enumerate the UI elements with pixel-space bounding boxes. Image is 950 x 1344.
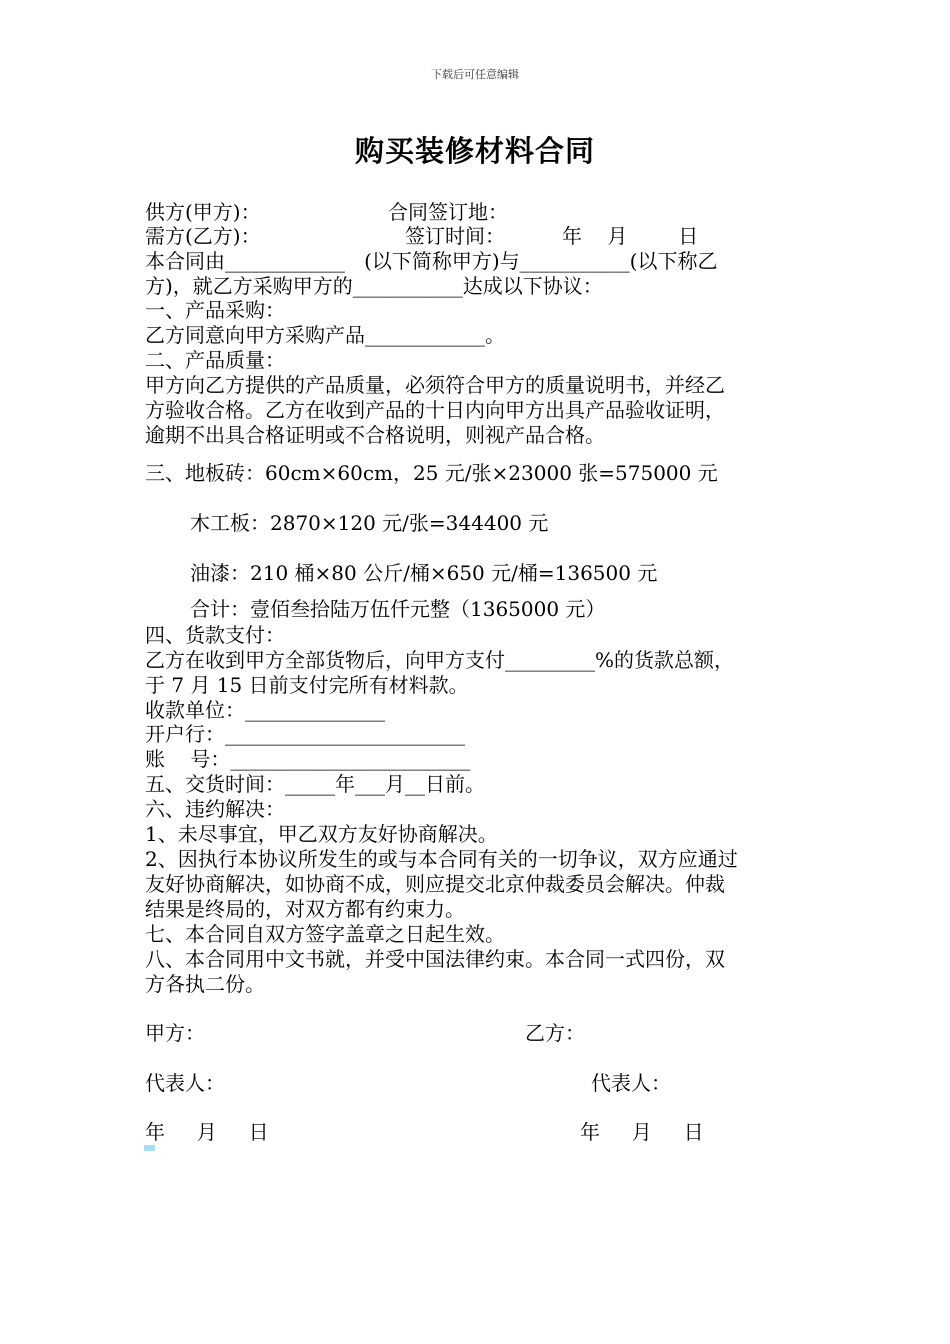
section-4-body-1: 乙方在收到甲方全部货物后，向甲方支付_________%的货款总额， (145, 648, 735, 672)
party-a-representative-label: 代表人： (145, 1071, 225, 1095)
section-2-body-3: 逾期不出具合格证明或不合格说明，则视产品合格。 (145, 423, 605, 447)
section-3-total: 合计：壹佰叁拾陆万伍仟元整（1365000 元） (190, 597, 606, 621)
sign-time-date: 年 月 日 (562, 224, 699, 248)
payee-field: 收款单位：______________ (145, 698, 385, 722)
section-3-tile: 三、地板砖：60cm×60cm，25 元/张×23000 张=575000 元 (145, 461, 718, 485)
section-3-paint: 油漆：210 桶×80 公斤/桶×650 元/桶=136500 元 (190, 561, 658, 585)
section-1-title: 一、产品采购： (145, 298, 285, 322)
section-2-title: 二、产品质量： (145, 348, 285, 372)
header-note: 下载后可任意编辑 (431, 68, 519, 81)
bank-field: 开户行：________________________ (145, 722, 465, 746)
section-4-title: 四、货款支付： (145, 623, 285, 647)
section-6-item-2b: 友好协商解决，如协商不成，则应提交北京仲裁委员会解决。仲裁 (145, 872, 725, 896)
section-6-item-2a: 2、因执行本协议所发生的或与本合同有关的一切争议，双方应通过 (145, 847, 738, 871)
section-6-item-2c: 结果是终局的，对双方都有约束力。 (145, 897, 465, 921)
intro-line-1: 本合同由____________ (以下简称甲方)与___________(以下称乙 (145, 249, 718, 273)
sign-place-label: 合同签订地： (388, 200, 508, 224)
party-a-date: 年 月 日 (145, 1120, 269, 1144)
text-cursor-mark (144, 1145, 155, 1151)
party-b-representative-label: 代表人： (591, 1071, 671, 1095)
party-b-signature-label: 乙方： (525, 1021, 585, 1045)
section-6-item-1: 1、未尽事宜，甲乙双方友好协商解决。 (145, 822, 498, 846)
section-1-body: 乙方同意向甲方采购产品____________。 (145, 323, 505, 347)
document-title: 购买装修材料合同 (354, 134, 595, 168)
intro-line-2: 方)，就乙方采购甲方的___________达成以下协议： (145, 274, 603, 298)
section-8b: 方各执二份。 (145, 972, 265, 996)
party-a-signature-label: 甲方： (145, 1021, 205, 1045)
section-4-body-2: 于 7 月 15 日前支付完所有材料款。 (145, 673, 469, 697)
section-2-body-2: 方验收合格。乙方在收到产品的十日内向甲方出具产品验收证明， (145, 398, 725, 422)
party-b-date: 年 月 日 (580, 1120, 704, 1144)
section-6-title: 六、违约解决： (145, 797, 285, 821)
section-3-board: 木工板：2870×120 元/张=344400 元 (190, 511, 549, 535)
section-5: 五、交货时间：_____年___月__日前。 (145, 772, 485, 796)
section-2-body-1: 甲方向乙方提供的产品质量，必须符合甲方的质量说明书，并经乙 (145, 373, 725, 397)
sign-time-label: 签订时间： (405, 224, 505, 248)
supplier-label: 供方(甲方)： (145, 200, 261, 224)
account-field: 账 号：________________________ (145, 747, 471, 771)
section-7: 七、本合同自双方签字盖章之日起生效。 (145, 922, 505, 946)
buyer-label: 需方(乙方)： (145, 224, 261, 248)
section-8a: 八、本合同用中文书就，并受中国法律约束。本合同一式四份，双 (145, 947, 725, 971)
